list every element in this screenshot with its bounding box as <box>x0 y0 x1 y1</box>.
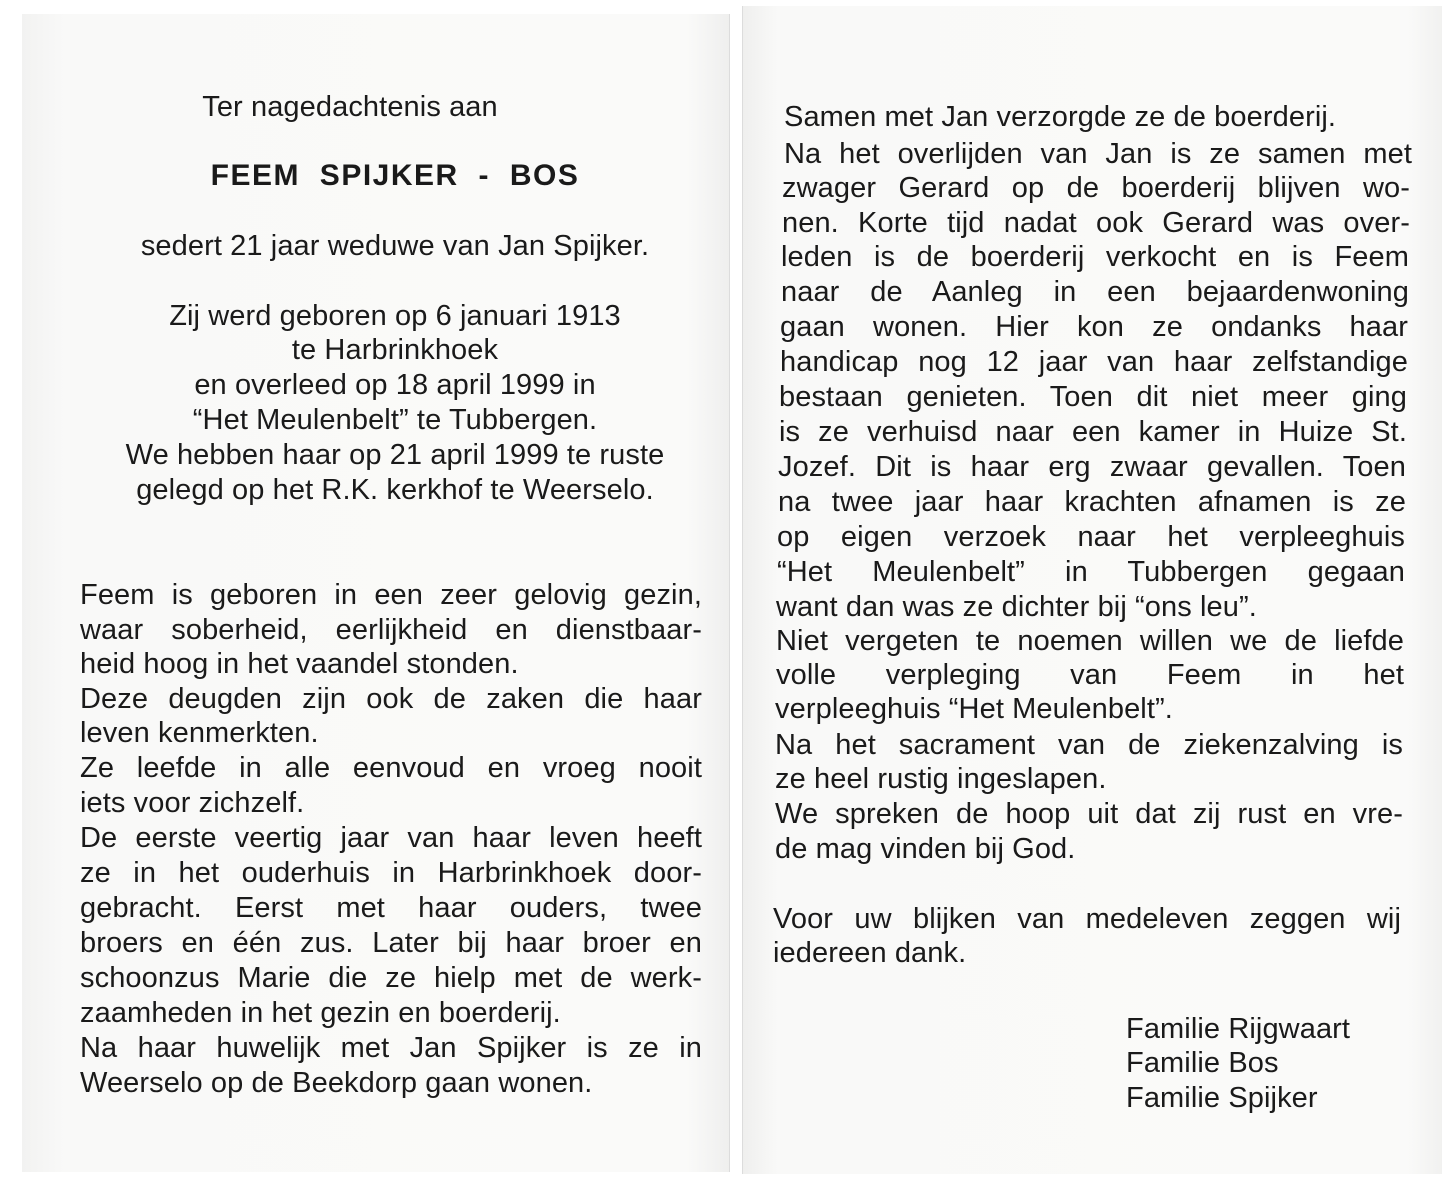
widow-line: sedert 21 jaar weduwe van Jan Spijker. <box>140 230 650 262</box>
body-line: leven kenmerkten. <box>80 717 319 749</box>
body-line: Ze leefde in alle eenvoud en vroeg nooit <box>80 752 702 784</box>
body-line: Weerselo op de Beekdorp gaan wonen. <box>80 1067 593 1099</box>
body-line: iets voor zichzelf. <box>80 787 305 819</box>
body-line: op eigen verzoek naar het verpleeghuis <box>777 521 1405 553</box>
body-line: Na het overlijden van Jan is ze samen met <box>784 138 1412 170</box>
intro-line: Zij werd geboren op 6 januari 1913 <box>169 300 621 332</box>
body-line: zaamheden in het gezin en boerderij. <box>80 997 561 1029</box>
intro-line: We hebben haar op 21 april 1999 te ruste <box>125 439 665 471</box>
body-line: is ze verhuisd naar een kamer in Huize St. <box>779 416 1407 448</box>
intro-line: en overleed op 18 april 1999 in <box>194 369 596 401</box>
body-line: “Het Meulenbelt” in Tubbergen gegaan <box>777 556 1405 588</box>
body-line: We spreken de hoop uit dat zij rust en vre- <box>775 798 1403 830</box>
body-line: heid hoog in het vaandel stonden. <box>80 648 519 680</box>
body-line: ze heel rustig ingeslapen. <box>775 763 1107 795</box>
body-line: handicap nog 12 jaar van haar zelfstandige <box>780 346 1408 378</box>
intro-line: gelegd op het R.K. kerkhof te Weerselo. <box>136 474 654 506</box>
body-line: zwager Gerard op de boerderij blijven wo- <box>782 172 1410 204</box>
body-line: Jozef. Dit is haar erg zwaar gevallen. Toen <box>778 451 1406 483</box>
memorial-heading: Ter nagedachtenis aan <box>202 91 498 123</box>
intro-line: te Harbrinkhoek <box>291 334 499 366</box>
body-line: verpleeghuis “Het Meulenbelt”. <box>775 693 1173 725</box>
body-line: Na haar huwelijk met Jan Spijker is ze in <box>80 1032 702 1064</box>
body-line: Na het sacrament van de ziekenzalving is <box>775 729 1403 761</box>
body-line: Samen met Jan verzorgde ze de boerderij. <box>784 101 1337 133</box>
body-line: waar soberheid, eerlijkheid en dienstbaar- <box>80 614 702 646</box>
body-line: Niet vergeten te noemen willen we de liefde <box>776 625 1404 657</box>
body-line: leden is de boerderij verkocht en is Feem <box>781 241 1409 273</box>
body-line: Feem is geboren in een zeer gelovig gezin, <box>80 579 702 611</box>
body-line: nen. Korte tijd nadat ook Gerard was over- <box>782 207 1410 239</box>
body-line: ze in het ouderhuis in Harbrinkhoek door- <box>80 857 702 889</box>
body-line: na twee jaar haar krachten afnamen is ze <box>778 486 1406 518</box>
thanks-line: iedereen dank. <box>773 937 967 969</box>
signature-family: Familie Bos <box>1126 1047 1279 1079</box>
intro-line: “Het Meulenbelt” te Tubbergen. <box>192 404 598 436</box>
body-line: broers en één zus. Later bij haar broer en <box>80 927 702 959</box>
body-line: want dan was ze dichter bij “ons leu”. <box>776 591 1257 623</box>
body-line: bestaan genieten. Toen dit niet meer ging <box>779 381 1407 413</box>
deceased-name: FEEM SPIJKER - BOS <box>210 159 580 192</box>
body-line: gaan wonen. Hier kon ze ondanks haar <box>780 311 1408 343</box>
body-line: volle verpleging van Feem in het <box>776 659 1404 691</box>
body-line: De eerste veertig jaar van haar leven heeft <box>80 822 702 854</box>
signature-family: Familie Rijgwaart <box>1126 1013 1351 1045</box>
body-line: schoonzus Marie die ze hielp met de werk- <box>80 962 702 994</box>
signature-family: Familie Spijker <box>1126 1082 1318 1114</box>
body-line: naar de Aanleg in een bejaardenwoning <box>781 276 1409 308</box>
body-line: Deze deugden zijn ook de zaken die haar <box>80 683 702 715</box>
body-line: gebracht. Eerst met haar ouders, twee <box>80 892 702 924</box>
thanks-line: Voor uw blijken van medeleven zeggen wij <box>773 903 1401 935</box>
body-line: de mag vinden bij God. <box>775 833 1076 865</box>
